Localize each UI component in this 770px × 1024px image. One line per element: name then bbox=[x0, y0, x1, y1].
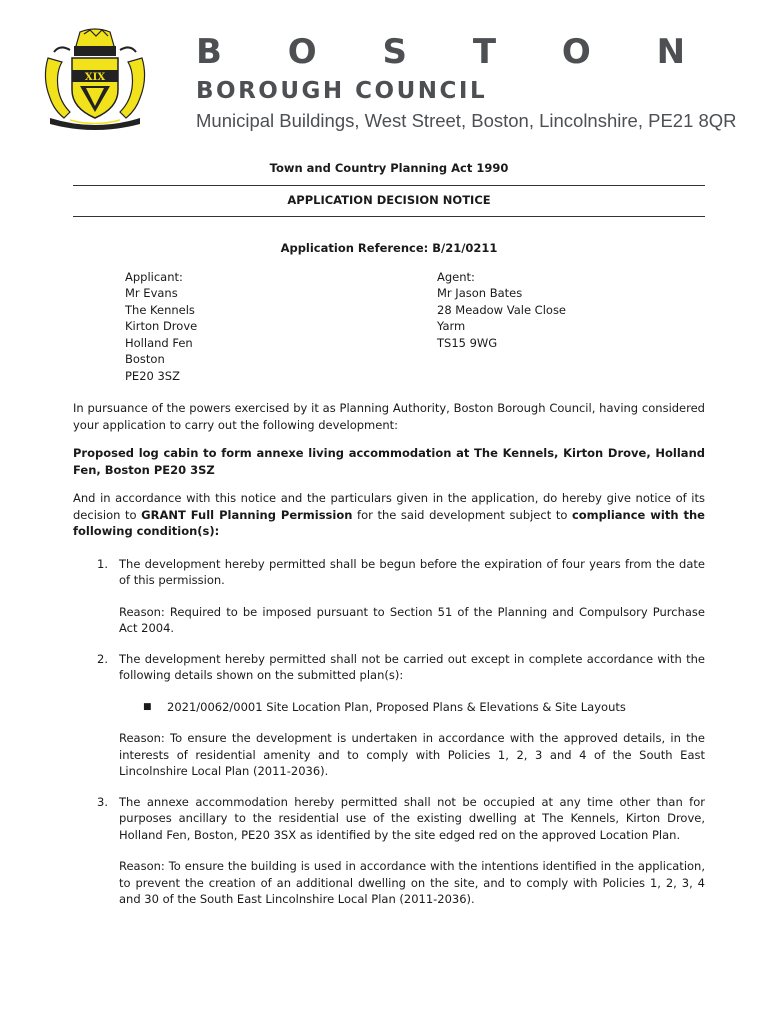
decision-text: for the said development subject to bbox=[352, 507, 572, 522]
applicant-line: Boston bbox=[125, 352, 165, 366]
development-description: Proposed log cabin to form annexe living accommodation at The Kennels, Kirton Drove, Holland Fen, Boston PE20 3SZ bbox=[73, 446, 705, 477]
parties-block bbox=[73, 269, 705, 385]
conditions-list bbox=[73, 556, 705, 908]
council-subtitle: BOROUGH COUNCIL bbox=[196, 78, 488, 104]
agent-line: TS15 9WG bbox=[437, 335, 498, 350]
agent-line: Yarm bbox=[437, 319, 466, 333]
condition-text: The development hereby permitted shall not be carried out except in complete accordance with the following details shown on the submitted plan(s): bbox=[119, 651, 705, 682]
applicant-line: The Kennels bbox=[125, 302, 195, 317]
boston-crest-logo bbox=[40, 28, 150, 132]
condition-item bbox=[73, 556, 705, 637]
application-reference: Application Reference: B/21/0211 bbox=[280, 241, 498, 255]
condition-number: 2. bbox=[97, 651, 108, 666]
condition-reason: Reason: To ensure the building is used in accordance with the intentions identified in the application, to prevent the creation of an additional dwelling on the site, and to comply with Policies 1, 2, 3, 4 and 30 of the South East Lincolnshire Local Plan (2011-2036). bbox=[119, 859, 705, 906]
plan-bullet bbox=[119, 699, 705, 716]
council-masthead bbox=[196, 32, 737, 132]
agent-block bbox=[437, 269, 697, 385]
plan-reference: 2021/0062/0001 Site Location Plan, Proposed Plans & Elevations & Site Layouts bbox=[167, 699, 626, 714]
condition-reason: Reason: To ensure the development is undertaken in accordance with the approved details, in the interests of residential amenity and to comply with Policies 1, 2, 3 and 4 of the South East Lincolnshire Local Plan (2011-2036). bbox=[119, 731, 705, 778]
applicant-block bbox=[125, 269, 437, 385]
decision-compliance: compliance with the following condition(s): bbox=[73, 507, 705, 538]
applicant-line: Kirton Drove bbox=[125, 319, 198, 333]
square-bullet-icon: ■ bbox=[143, 701, 152, 712]
council-address: Municipal Buildings, West Street, Boston, Lincolnshire, PE21 8QR bbox=[196, 110, 737, 131]
applicant-line: Mr Evans bbox=[125, 286, 178, 300]
notice-heading: APPLICATION DECISION NOTICE bbox=[287, 192, 491, 207]
condition-number: 3. bbox=[97, 794, 108, 809]
agent-line: 28 Meadow Vale Close bbox=[437, 302, 567, 317]
intro-paragraph: In pursuance of the powers exercised by it as Planning Authority, Boston Borough Council, having considered your application to carry out the following development: bbox=[73, 401, 705, 432]
decision-text: And in accordance with this notice and the particulars given in the application, do hereby give notice of its decision to bbox=[73, 491, 705, 522]
applicant-label: Applicant: bbox=[125, 269, 183, 284]
agent-line: Mr Jason Bates bbox=[437, 286, 523, 300]
condition-reason: Reason: Required to be imposed pursuant to Section 51 of the Planning and Compulsory Purchase Act 2004. bbox=[119, 604, 705, 635]
condition-text: The annexe accommodation hereby permitted shall not be occupied at any time other than for purposes ancillary to the residential use of the existing dwelling at The Kennels, Kirton Drove, Holland Fen, Boston, PE20 3SX as identified by the site edged red on the approved Location Plan. bbox=[119, 794, 705, 842]
condition-text: The development hereby permitted shall be begun before the expiration of four years from the date of this permission. bbox=[119, 556, 705, 587]
decision-notice-document bbox=[73, 160, 705, 922]
divider bbox=[73, 216, 705, 217]
condition-item bbox=[73, 794, 705, 908]
decision-grant: GRANT Full Planning Permission bbox=[141, 507, 353, 522]
applicant-line: PE20 3SZ bbox=[125, 368, 180, 383]
agent-label: Agent: bbox=[437, 269, 475, 284]
svg-text:XIX: XIX bbox=[84, 72, 106, 83]
condition-number: 1. bbox=[97, 556, 108, 571]
decision-paragraph bbox=[73, 490, 705, 540]
condition-item bbox=[73, 651, 705, 780]
applicant-line: Holland Fen bbox=[125, 335, 193, 350]
act-title: Town and Country Planning Act 1990 bbox=[269, 161, 509, 175]
council-name: B O S T O N bbox=[196, 32, 713, 72]
divider bbox=[73, 185, 705, 186]
